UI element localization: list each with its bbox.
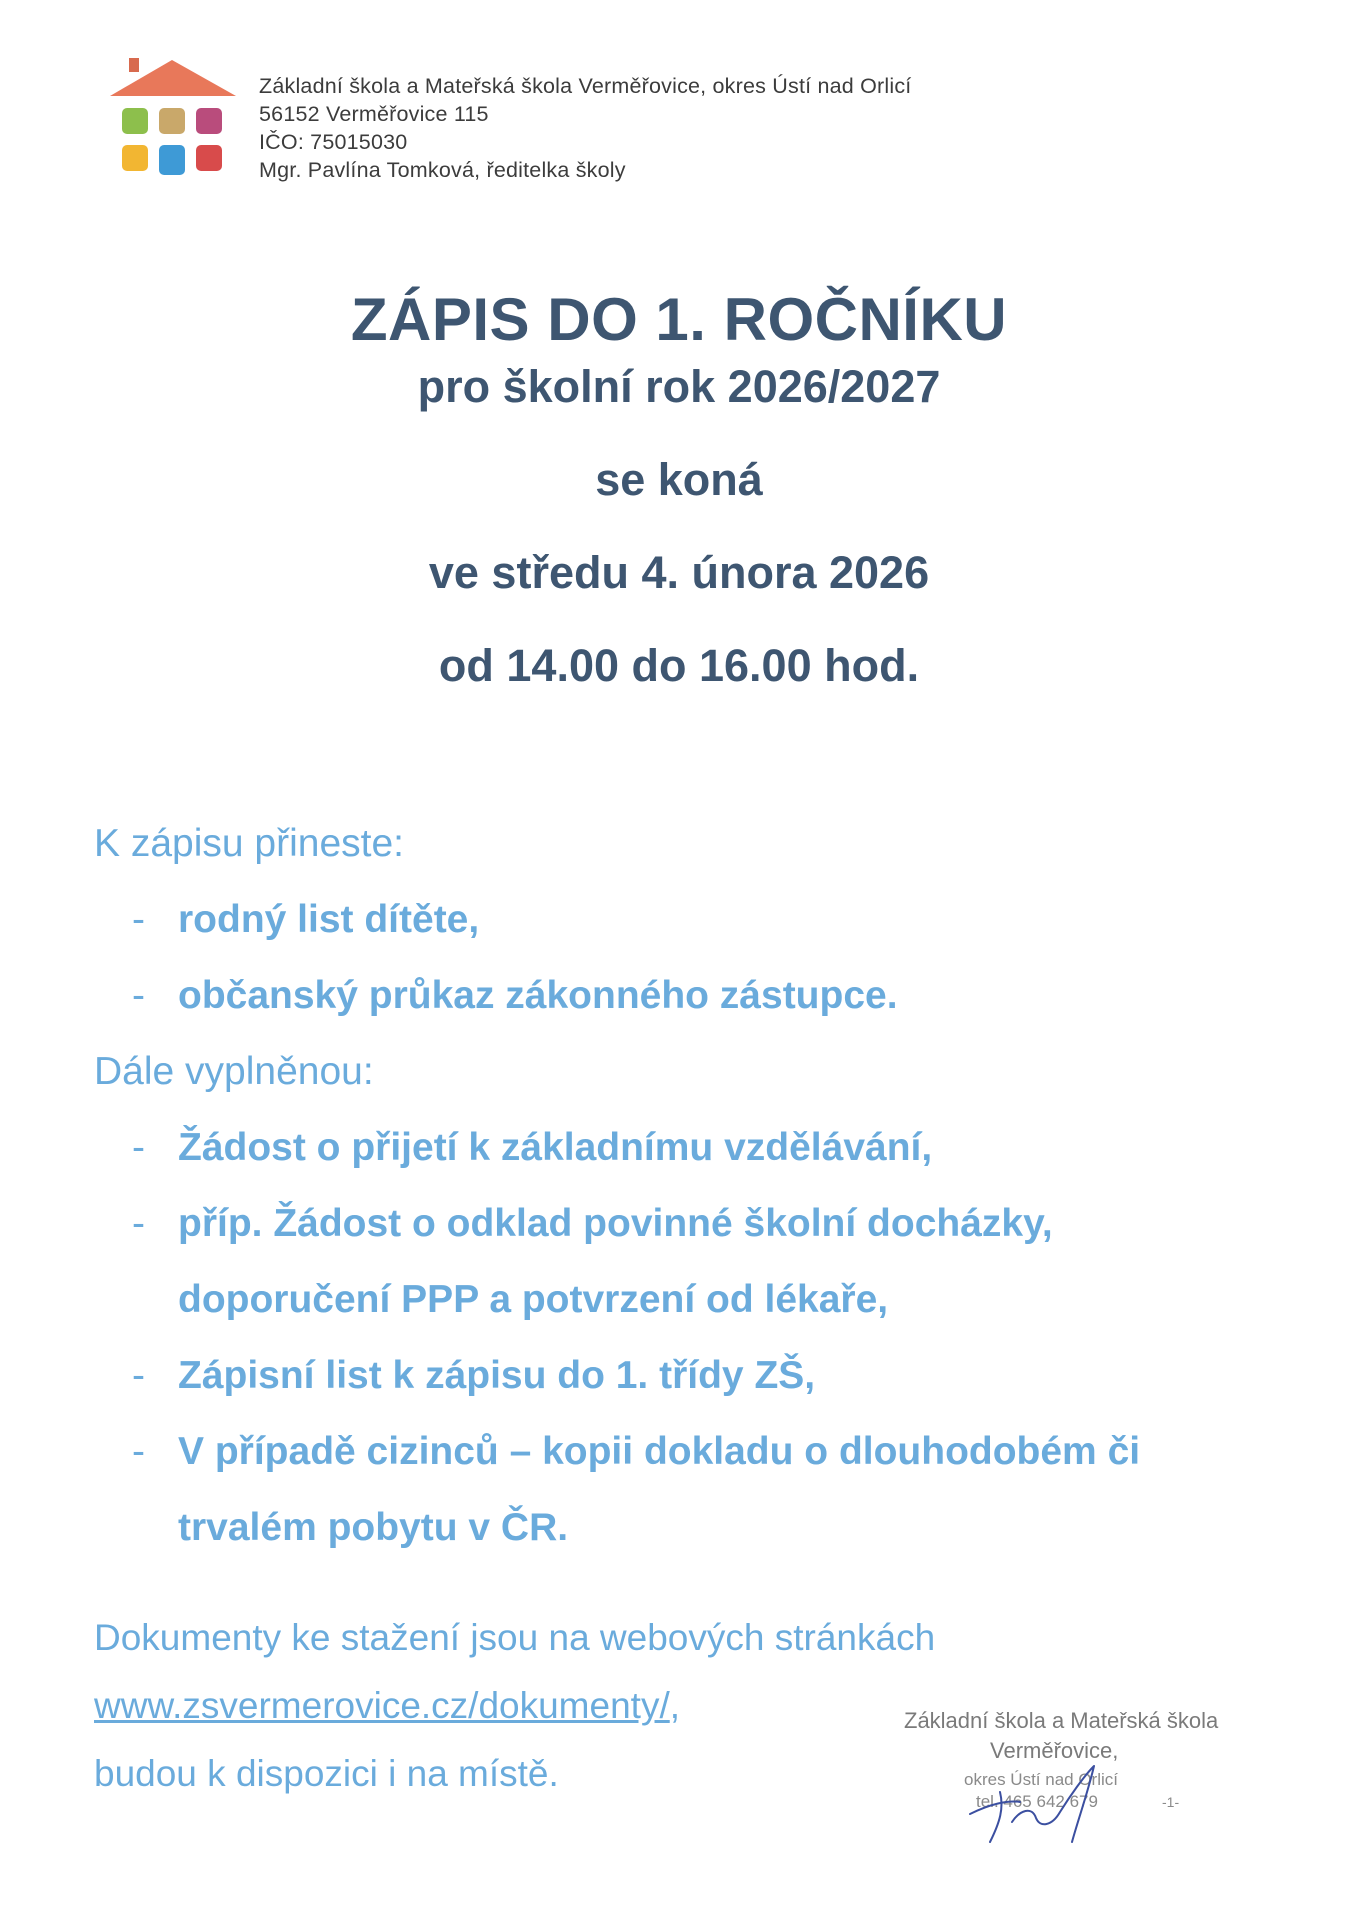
stamp-village: Verměřovice, [990,1738,1119,1763]
bring-section-label: K zápisu přineste: [94,822,405,865]
announcement-block [0,285,1358,696]
documents-link[interactable]: www.zsvermerovice.cz/dokumenty/ [94,1685,670,1726]
stamp-school-name: Základní škola a Mateřská škola [904,1708,1219,1733]
stamp-phone: tel. 465 642 679 [976,1792,1098,1811]
school-director: Mgr. Pavlína Tomková, ředitelka školy [259,158,626,182]
signature-icon [960,1762,1120,1847]
requirements [94,806,1294,1566]
takes-place-text: se koná [595,454,763,505]
stamp-district: okres Ústí nad Orlicí [964,1770,1118,1789]
school-ico: IČO: 75015030 [259,130,408,154]
documents-text: Dokumenty ke stažení jsou na webových stránkách [94,1617,936,1658]
event-date: ve středu 4. února 2026 [428,547,930,598]
school-name: Základní škola a Mateřská škola Verměřovice, okres Ústí nad Orlicí [259,74,912,98]
school-stamp [880,1700,1220,1850]
list-item-continuation: doporučení PPP a potvrzení od lékaře, [178,1278,889,1321]
school-house-logo-icon [108,54,238,178]
page-number: -1- [1162,1794,1180,1810]
event-time: od 14.00 do 16.00 hod. [438,640,920,691]
documents-link-line: www.zsvermerovice.cz/dokumenty/, [94,1685,681,1726]
on-site-text: budou k dispozici i na místě. [94,1753,559,1794]
list-item: - občanský průkaz zákonného zástupce. [132,974,898,1017]
page-title: ZÁPIS DO 1. ROČNÍKU [350,286,1008,353]
list-item: - V případě cizinců – kopii dokladu o dlouhodobém či [132,1430,1141,1473]
list-item: - Žádost o přijetí k základnímu vzdělávání, [132,1126,933,1169]
school-header [259,72,911,184]
documents-note [94,1604,935,1808]
school-address: 56152 Verměřovice 115 [259,102,489,126]
school-year: pro školní rok 2026/2027 [417,361,941,412]
list-item: - příp. Žádost o odklad povinné školní docházky, [132,1202,1053,1245]
list-item: - rodný list dítěte, [132,898,480,941]
list-item-continuation: trvalém pobytu v ČR. [178,1506,569,1549]
filled-section-label: Dále vyplněnou: [94,1050,374,1093]
list-item: - Zápisní list k zápisu do 1. třídy ZŠ, [132,1354,816,1397]
